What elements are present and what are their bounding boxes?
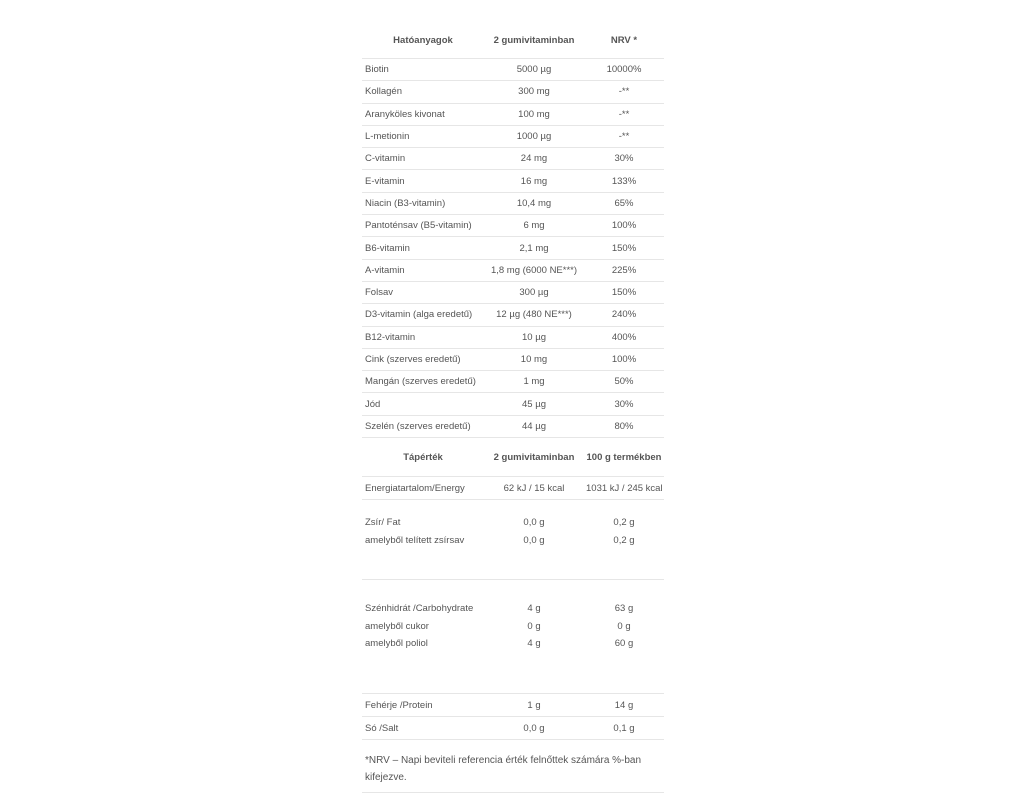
polyol-label: amelyből poliol — [365, 638, 428, 650]
cell-amount: 12 µg (480 NE***) — [484, 304, 584, 326]
cell-amount: 45 µg — [484, 393, 584, 415]
cell-nrv: 30% — [584, 148, 664, 170]
table-row — [362, 415, 664, 437]
cell-name: B6-vitamin — [362, 237, 484, 259]
table-row — [362, 237, 664, 259]
active-ingredients-table — [362, 23, 664, 437]
nutrition-panel — [362, 23, 664, 793]
fat-per-100g: 0,2 g — [613, 517, 635, 529]
cell-amount: 300 mg — [484, 81, 584, 103]
carbohydrate-per-100g: 63 g — [614, 603, 634, 615]
table-header-row — [362, 438, 664, 477]
cell-per-100g — [584, 580, 664, 694]
cell-name: E-vitamin — [362, 170, 484, 192]
nrv-footnote: *NRV – Napi beviteli referencia érték felnőttek számára %-ban kifejezve. — [362, 739, 664, 793]
cell-amount: 44 µg — [484, 415, 584, 437]
cell-name: Cink (szerves eredetű) — [362, 348, 484, 370]
cell-nrv: 50% — [584, 371, 664, 393]
cell-amount: 10,4 mg — [484, 192, 584, 214]
cell-nrv: -** — [584, 81, 664, 103]
cell-amount: 1,8 mg (6000 NE***) — [484, 259, 584, 281]
cell-amount: 0,0 g — [484, 717, 584, 740]
table-row — [362, 103, 664, 125]
cell-name: A-vitamin — [362, 259, 484, 281]
carbohydrate-amount: 4 g — [527, 603, 541, 615]
cell-nrv: 150% — [584, 281, 664, 303]
table-row — [362, 215, 664, 237]
table-row — [362, 393, 664, 415]
cell-amount: 5000 µg — [484, 59, 584, 81]
sugar-label: amelyből cukor — [365, 620, 429, 632]
cell-amount: 100 mg — [484, 103, 584, 125]
cell-amount: 300 µg — [484, 281, 584, 303]
cell-name: Kollagén — [362, 81, 484, 103]
cell-nrv: 10000% — [584, 59, 664, 81]
column-header-nutrient: Tápérték — [362, 438, 484, 477]
table-row-protein — [362, 694, 664, 717]
cell-name: L-metionin — [362, 125, 484, 147]
active-ingredients-body — [362, 59, 664, 438]
cell-nrv: 225% — [584, 259, 664, 281]
cell-name: Folsav — [362, 281, 484, 303]
cell-nrv: 400% — [584, 326, 664, 348]
table-row — [362, 59, 664, 81]
carbohydrate-label: Szénhidrát /Carbohydrate — [365, 603, 474, 615]
cell-name — [362, 500, 484, 580]
cell-name: Aranyköles kivonat — [362, 103, 484, 125]
sugar-amount: 0 g — [527, 620, 541, 632]
cell-amount: 1000 µg — [484, 125, 584, 147]
cell-amount: 6 mg — [484, 215, 584, 237]
cell-nrv: 100% — [584, 215, 664, 237]
cell-name: D3-vitamin (alga eredetű) — [362, 304, 484, 326]
cell-per-100g: 0,1 g — [584, 717, 664, 740]
table-row — [362, 125, 664, 147]
cell-name: B12-vitamin — [362, 326, 484, 348]
table-row-fat — [362, 500, 664, 580]
cell-amount: 10 µg — [484, 326, 584, 348]
fat-amount: 0,0 g — [523, 517, 545, 529]
sugar-per-100g: 0 g — [617, 620, 631, 632]
cell-nrv: 133% — [584, 170, 664, 192]
table-row-energy — [362, 477, 664, 500]
cell-nrv: 100% — [584, 348, 664, 370]
column-header-per-two-gummies: 2 gumivitaminban — [484, 438, 584, 477]
cell-nrv: 240% — [584, 304, 664, 326]
cell-per-100g — [584, 500, 664, 580]
table-row — [362, 192, 664, 214]
cell-name: C-vitamin — [362, 148, 484, 170]
cell-amount: 10 mg — [484, 348, 584, 370]
cell-name: Niacin (B3-vitamin) — [362, 192, 484, 214]
cell-amount: 24 mg — [484, 148, 584, 170]
cell-amount: 2,1 mg — [484, 237, 584, 259]
table-row-carbohydrate — [362, 580, 664, 694]
cell-name: Fehérje /Protein — [362, 694, 484, 717]
cell-amount — [484, 580, 584, 694]
cell-amount — [484, 500, 584, 580]
saturated-fat-amount: 0,0 g — [523, 535, 545, 547]
column-header-nrv: NRV * — [610, 35, 638, 46]
column-header-amount: 2 gumivitaminban — [493, 35, 575, 46]
cell-name: Pantoténsav (B5-vitamin) — [362, 215, 484, 237]
table-row — [362, 259, 664, 281]
cell-per-100g: 1031 kJ / 245 kcal — [584, 477, 664, 500]
cell-nrv: 80% — [584, 415, 664, 437]
polyol-amount: 4 g — [527, 638, 541, 650]
cell-nrv: 30% — [584, 393, 664, 415]
cell-name — [362, 580, 484, 694]
column-header-ingredients: Hatóanyagok — [393, 35, 453, 46]
column-header-per-100g: 100 g termékben — [584, 438, 664, 477]
cell-nrv: 65% — [584, 192, 664, 214]
table-row — [362, 348, 664, 370]
cell-per-100g: 14 g — [584, 694, 664, 717]
cell-name: Biotin — [362, 59, 484, 81]
polyol-per-100g: 60 g — [614, 638, 634, 650]
table-row-salt — [362, 717, 664, 740]
cell-nrv: -** — [584, 103, 664, 125]
table-row — [362, 170, 664, 192]
saturated-fat-per-100g: 0,2 g — [613, 535, 635, 547]
cell-nrv: -** — [584, 125, 664, 147]
cell-amount: 1 mg — [484, 371, 584, 393]
cell-name: Szelén (szerves eredetű) — [362, 415, 484, 437]
cell-amount: 1 g — [484, 694, 584, 717]
table-row — [362, 81, 664, 103]
cell-nrv: 150% — [584, 237, 664, 259]
table-header-row — [362, 23, 664, 59]
table-row — [362, 326, 664, 348]
fat-label: Zsír/ Fat — [365, 517, 401, 529]
table-row — [362, 304, 664, 326]
cell-name: Jód — [362, 393, 484, 415]
cell-name: Mangán (szerves eredetű) — [362, 371, 484, 393]
saturated-fat-label: amelyből telített zsírsav — [365, 535, 465, 547]
table-row — [362, 281, 664, 303]
cell-amount: 62 kJ / 15 kcal — [484, 477, 584, 500]
nutrition-values-table — [362, 437, 664, 739]
table-row — [362, 371, 664, 393]
table-row — [362, 148, 664, 170]
cell-name: Só /Salt — [362, 717, 484, 740]
cell-name: Energiatartalom/Energy — [362, 477, 484, 500]
cell-amount: 16 mg — [484, 170, 584, 192]
